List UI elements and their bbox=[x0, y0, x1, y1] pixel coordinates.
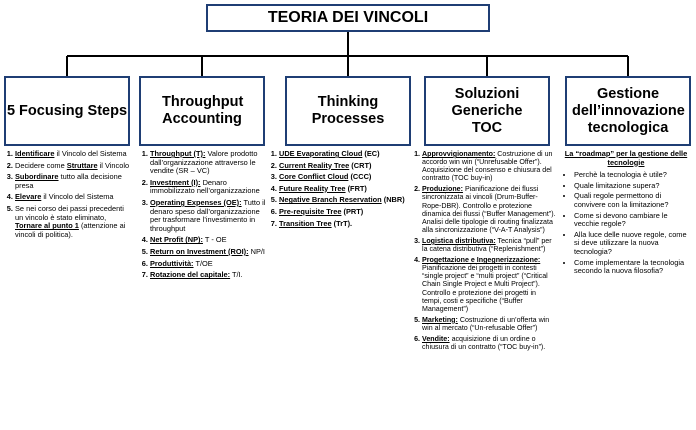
list-item: 2. Decidere come Struttare il Vincolo bbox=[15, 162, 130, 171]
list-item: 5. Marketing: Costruzione di un’offerta win win al mercato (“Un-refusable Offer”) bbox=[422, 316, 557, 332]
root-title-box bbox=[206, 4, 490, 32]
list-item: 1. UDE Evaporating Cloud (EC) bbox=[279, 150, 408, 159]
list-item: • Quale limitazione supera? bbox=[574, 182, 692, 191]
category-box-thinking-processes bbox=[285, 76, 411, 146]
list-item: 6. Vendite: acquisizione di un ordine o chiusura di un contratto (“TOC buy-in”). bbox=[422, 335, 557, 351]
soluzioni-generiche-list bbox=[411, 150, 557, 354]
list-item: 6. Produttività: T/OE bbox=[150, 260, 269, 269]
list-item: 4. Progettazione e Ingegnerizzazione: Pianificazione dei progetti in contesti “single project” e “multi project” (“Critical Chain Single Project e Multi Project”). Controllo e protezione dei progetti in tempi, costi e specifiche (“Buffer Management”) bbox=[422, 256, 557, 313]
category-label: Soluzioni Generiche TOC bbox=[451, 85, 523, 136]
category-box-throughput-accounting bbox=[139, 76, 265, 146]
roadmap-heading: La “roadmap” per la gestione delle tecnologie bbox=[564, 149, 688, 167]
list-item: 2. Investment (I): Denaro immobilizzato nell’organizzazione bbox=[150, 179, 269, 196]
category-box-soluzioni-generiche bbox=[424, 76, 550, 146]
list-item: • Alla luce delle nuove regole, come si deve utilizzare la nuova tecnologia? bbox=[574, 231, 692, 257]
list-item: 2. Produzione: Pianificazione dei flussi sincronizzata ai vincoli (Drum-Buffer-Rope-DBR). Controllo e protezione dinamica dei flussi (“Buffer Management”). Analisi delle tipologie di routing finalizzata alla sincronizzazione (“V-A-T Analysis”) bbox=[422, 185, 557, 234]
list-item: • Quali regole permettono di convivere con la limitazione? bbox=[574, 192, 692, 209]
focusing-steps-list bbox=[4, 150, 130, 242]
root-title: TEORIA DEI VINCOLI bbox=[267, 9, 429, 26]
list-item: 3. Operating Expenses (OE): Tutto il denaro speso dall’organizzazione per trasformare l’investimento in throughput bbox=[150, 199, 269, 233]
list-item: 4. Net Profit (NP): T - OE bbox=[150, 236, 269, 245]
category-label: Gestione dell’innovazione tecnologica bbox=[572, 85, 685, 136]
thinking-processes-list bbox=[268, 150, 408, 231]
list-item: 5. Se nei corso dei passi precedenti un vincolo è stato eliminato, Tornare al punto 1 (attenzione ai vincoli di politica). bbox=[15, 205, 130, 239]
list-item: 6. Pre-requisite Tree (PRT) bbox=[279, 208, 408, 217]
list-item: 3. Subordinare tutto alla decisione presa bbox=[15, 173, 130, 190]
category-label: 5 Focusing Steps bbox=[6, 102, 128, 119]
list-item: 1. Approvvigionamento: Costruzione di un accordo win win (“Unrefusable Offer”). Acquisizione del consenso e chiusura del contratto (TOC buy-in) bbox=[422, 150, 557, 182]
list-item: 2. Current Reality Tree (CRT) bbox=[279, 162, 408, 171]
category-box-gestione-innovazione bbox=[565, 76, 691, 146]
innovazione-list bbox=[560, 150, 692, 278]
category-label: Thinking Processes bbox=[311, 94, 385, 127]
list-item: 1. Throughput (T): Valore prodotto dall’organizzazione attraverso le vendite (SR – VC) bbox=[150, 150, 269, 176]
list-item: • Come si devono cambiare le vecchie regole? bbox=[574, 212, 692, 229]
category-label: Throughput Accounting bbox=[162, 94, 244, 127]
list-item: 1. Identificare il Vincolo del Sistema bbox=[15, 150, 130, 159]
list-item: • Perchè la tecnologia è utile? bbox=[574, 171, 692, 180]
list-item: 3. Core Conflict Cloud (CCC) bbox=[279, 173, 408, 182]
list-item: 5. Return on Investment (ROI): NP/I bbox=[150, 248, 269, 257]
list-item: • Come implementare la tecnologia secondo la nuova filosofia? bbox=[574, 259, 692, 276]
list-item: 5. Negative Branch Reservation (NBR) bbox=[279, 196, 408, 205]
list-item: 3. Logistica distributiva: Tecnica “pull” per la catena distributiva (“Replenishment”) bbox=[422, 237, 557, 253]
category-box-focusing-steps bbox=[4, 76, 130, 146]
throughput-accounting-list bbox=[139, 150, 269, 283]
list-item: 4. Future Reality Tree (FRT) bbox=[279, 185, 408, 194]
list-item: 7. Rotazione del capitale: T/I. bbox=[150, 271, 269, 280]
list-item: 7. Transition Tree (TrT). bbox=[279, 220, 408, 229]
list-item: 4. Elevare il Vincolo del Sistema bbox=[15, 193, 130, 202]
